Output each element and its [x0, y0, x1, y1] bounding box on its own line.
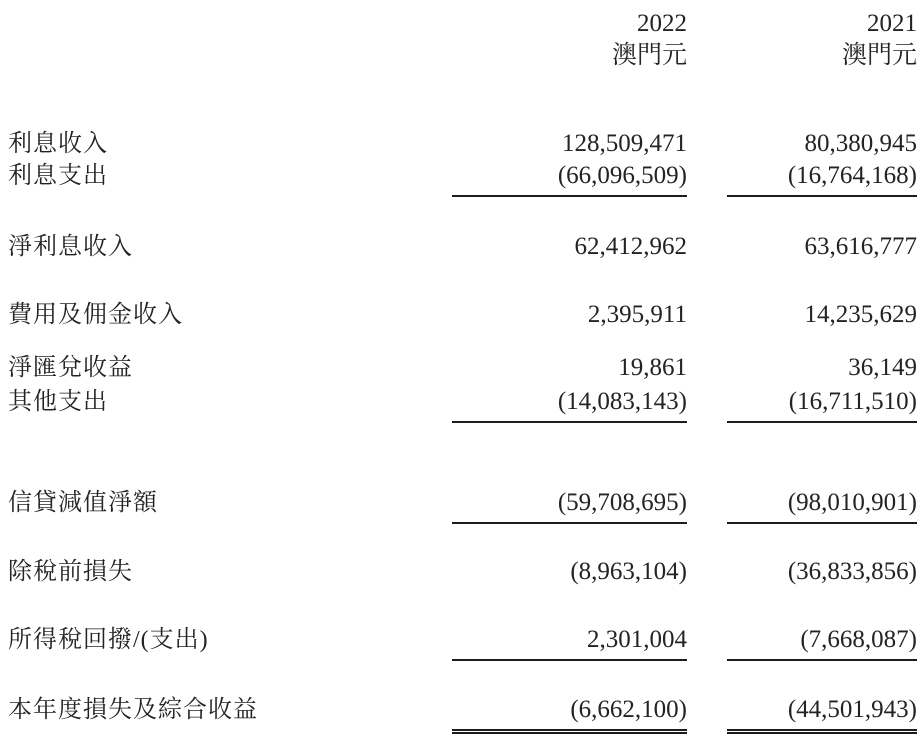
row-interest-expense: [8, 160, 917, 197]
line-item-label: 淨匯兌收益: [8, 355, 133, 381]
column-year-header-row: [8, 8, 917, 40]
line-item-label: 其他支出: [8, 389, 108, 415]
year-2022-header: 2022: [637, 10, 687, 37]
line-item-label: 所得稅回撥/(支出): [8, 627, 209, 653]
value-2022: (8,963,104): [570, 558, 687, 585]
value-2022: 19,861: [618, 354, 687, 381]
line-item-label: 除稅前損失: [8, 559, 133, 585]
row-other-expenses: [8, 386, 917, 423]
value-2021: 80,380,945: [804, 130, 917, 157]
row-interest-income: [8, 128, 917, 160]
value-2021: 14,235,629: [804, 301, 917, 328]
line-item-label: 本年度損失及綜合收益: [8, 697, 258, 723]
value-2022: 62,412,962: [574, 233, 687, 260]
value-2022: 2,395,911: [587, 301, 687, 328]
row-loss-and-comprehensive-income: [8, 694, 917, 734]
value-2021: (36,833,856): [787, 558, 917, 585]
value-2022: (66,096,509): [452, 160, 687, 197]
row-income-tax-credit-expense: [8, 624, 917, 661]
value-2022: (59,708,695): [452, 487, 687, 524]
value-2021: (98,010,901): [727, 487, 917, 524]
value-2021: (16,711,510): [727, 386, 917, 423]
row-net-credit-impairment: [8, 487, 917, 524]
line-item-label: 淨利息收入: [8, 234, 133, 260]
line-item-label: 利息收入: [8, 131, 108, 157]
year-2021-header: 2021: [867, 10, 917, 37]
line-item-label: 費用及佣金收入: [8, 302, 183, 328]
value-2021: 63,616,777: [804, 233, 917, 260]
value-2022: 2,301,004: [452, 624, 687, 661]
currency-header-row: [8, 40, 917, 72]
value-2022: 128,509,471: [562, 130, 687, 157]
row-net-interest-income: [8, 231, 917, 263]
line-item-label: 利息支出: [8, 163, 108, 189]
row-fee-commission-income: [8, 299, 917, 331]
value-2021: (16,764,168): [727, 160, 917, 197]
row-loss-before-tax: [8, 556, 917, 588]
currency-label-2021: 澳門元: [841, 42, 917, 69]
value-2022: (14,083,143): [452, 386, 687, 423]
row-net-exchange-gain: [8, 352, 917, 384]
currency-label-2022: 澳門元: [611, 42, 687, 69]
value-2021: (7,668,087): [727, 624, 917, 661]
value-2021: 36,149: [848, 354, 917, 381]
value-2022: (6,662,100): [452, 694, 687, 734]
line-item-label: 信貸減值淨額: [8, 490, 158, 516]
value-2021: (44,501,943): [727, 694, 917, 734]
